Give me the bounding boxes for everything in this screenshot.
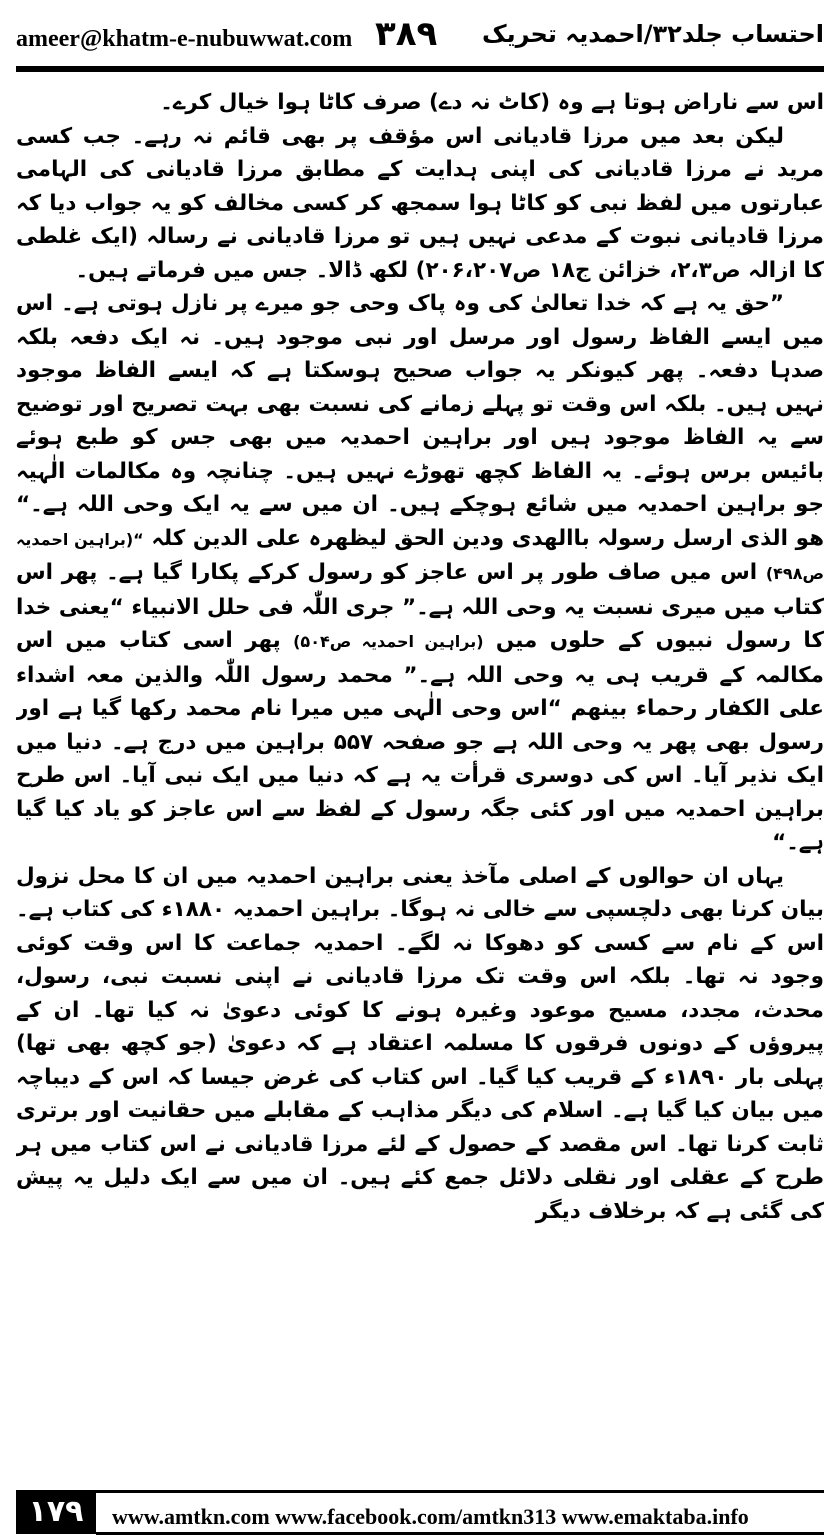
- quote-text-1: ”حق یہ ہے کہ خدا تعالیٰ کی وہ پاک وحی جو میرے پر نازل ہوتی ہے۔ اس میں ایسے الفاظ رسول اور مرسل اور نبی موجود ہیں۔ نہ ایک دفعہ بلکہ صدہا دفعہ۔ پھر کیونکر یہ جواب صحیح ہوسکتا ہے کہ ایسے الفاظ موجود نہیں ہیں۔ بلکہ اس وقت تو پہلے زمانے کی نسبت بھی بہت تصریح اور توضیح سے یہ الفاظ موجود ہیں اور براہین احمدیہ میں بھی جس کو طبع ہوئے بائیس برس ہوئے۔ یہ الفاظ کچھ تھوڑے نہیں ہیں۔ چنانچہ وہ مکالمات الٰہیہ جو براہین احمدیہ میں شائع ہوچکے ہیں۔ ان میں سے یہ ایک وحی اللہ ہے۔“: [16, 291, 824, 517]
- footer-page-number: ۱۷۹: [16, 1490, 96, 1534]
- header-email: ameer@khatm-e-nubuwwat.com: [16, 26, 353, 52]
- paragraph-4: یہاں ان حوالوں کے اصلی مآخذ یعنی براہین احمدیہ میں ان کا محل نزول بیان کرنا بھی دلچسپی سے خالی نہ ہوگا۔ براہین احمدیہ ۱۸۸۰ء کی کتاب ہے۔ اس کے نام سے کسی کو دھوکا نہ لگے۔ احمدیہ جماعت کا اس وقت کوئی وجود نہ تھا۔ بلکہ اس وقت تک مرزا قادیانی نے اپنی نسبت نبی، رسول، محدث، مجدد، مسیح موعود وغیرہ ہونے کا کوئی دعویٰ نہ کیا تھا۔ ان کے پیروؤں کے دونوں فرقوں کا مسلمہ اعتقاد ہے کہ دعویٰ (جو کچھ بھی تھا) پہلی بار ۱۸۹۰ء کے قریب کیا گیا۔ اس کتاب کی غرض جیسا کہ اس کے دیباچہ میں بیان کیا گیا ہے۔ اسلام کی دیگر مذاہب کے مقابلے میں حقانیت اور برتری ثابت کرنا تھا۔ اس مقصد کے حصول کے لئے مرزا قادیانی نے اس کتاب میں ہر طرح کے عقلی اور نقلی دلائل جمع کئے ہیں۔ ان میں سے ایک دلیل یہ پیش کی گئی ہے کہ برخلاف دیگر: [16, 863, 824, 1224]
- arabic-verse-3: محمد رسول اللّٰہ والذین معہ اشداء علی الکفار رحماء بینھم: [16, 662, 824, 721]
- page-number: ۳۸۹: [375, 14, 438, 54]
- footer-urls: www.amtkn.com www.facebook.com/amtkn313 www.emaktaba.info: [112, 1504, 749, 1529]
- page-footer: [0, 1488, 840, 1540]
- quote-text-4: پھر اسی کتاب میں اس مکالمہ کے قریب ہی یہ وحی اللہ ہے۔”: [16, 628, 824, 688]
- paragraph-2: لیکن بعد میں مرزا قادیانی اس مؤقف پر بھی قائم نہ رہے۔ جب کسی مرید نے مرزا قادیانی کی اپنی ہدایت کے مطابق مرزا قادیانی کی الہامی عبارتوں میں لفظ نبی کو کاٹا ہوا سمجھ کر کسی مخالف کو یہ جواب دیا کہ مرزا قادیانی نبوت کے مدعی نہیں ہیں تو مرزا قادیانی نے رسالہ (ایک غلطی کا ازالہ ص۲،۳، خزائن ج۱۸ ص۲۰۶،۲۰۷) لکھ ڈالا۔ جس میں فرماتے ہیں۔: [16, 123, 824, 283]
- quote-paragraph: [16, 287, 824, 860]
- arabic-verse-1: ھو الذی ارسل رسولہ باالھدی ودین الحق لیظھرہ علی الدین کلہ: [151, 525, 824, 551]
- quote-text-2: اس میں صاف طور پر اس عاجز کو رسول کرکے پکارا گیا ہے۔ پھر اس کتاب میں میری نسبت یہ وحی اللہ ہے۔”: [16, 560, 824, 620]
- header-rule: [16, 66, 824, 72]
- quote-text-5: “اس وحی الٰہی میں میرا نام محمد رکھا گیا ہے اور رسول بھی پھر یہ وحی اللہ ہے جو صفحہ ۵۵۷ براہین میں درج ہے۔ دنیا میں ایک نذیر آیا۔ اس کی دوسری قرأت یہ ہے کہ دنیا میں ایک نبی آیا۔ اس طرح براہین احمدیہ میں اور کئی جگہ رسول کے لفظ سے اس عاجز کو یاد کیا گیا ہے۔“: [16, 696, 824, 855]
- footer-rule-top: [96, 1490, 824, 1493]
- quote-text-3: “یعنی خدا کا رسول نبیوں کے حلوں میں: [16, 594, 824, 653]
- book-title: احتساب جلد۳۲/احمدیہ تحریک: [482, 20, 824, 48]
- arabic-verse-2: جری اللّٰہ فی حلل الانبیاء: [131, 594, 395, 620]
- page-header: [0, 0, 840, 62]
- reference-1: “(براہین احمدیہ ص۴۹۸): [16, 529, 824, 583]
- page-body: [16, 86, 824, 1456]
- reference-2: (براہین احمدیہ ص۵۰۴): [293, 632, 484, 651]
- paragraph-1: اس سے ناراض ہوتا ہے وہ (کاٹ نہ دے) صرف کاٹا ہوا خیال کرے۔: [160, 90, 824, 115]
- footer-rule-bottom: [96, 1532, 824, 1535]
